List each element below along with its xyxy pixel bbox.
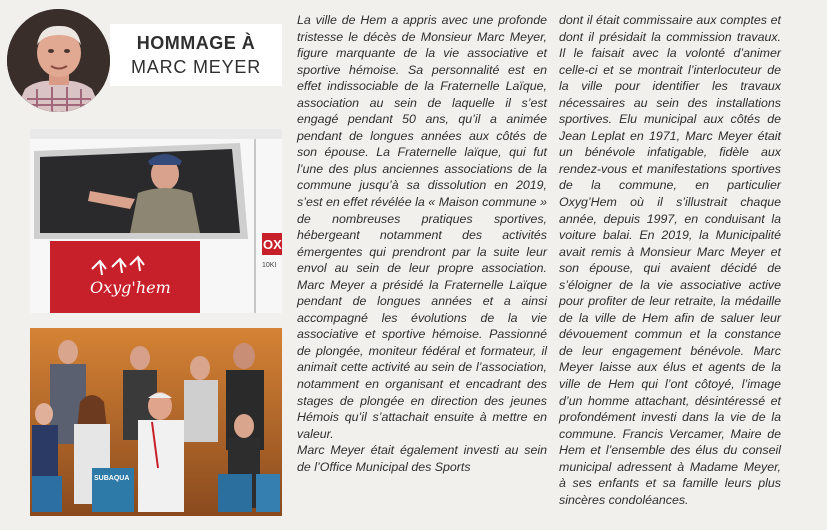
left-column	[0, 0, 292, 530]
portrait-illustration	[7, 9, 110, 112]
title-line-2: MARC MEYER	[130, 56, 261, 77]
article-paragraph: Marc Meyer était également investi au sein de l’Office Municipal des Sports	[297, 443, 547, 474]
car-photo	[30, 129, 282, 313]
poster-text: SUBAQUA	[94, 475, 130, 482]
car-illustration	[30, 129, 282, 313]
article-title	[110, 24, 282, 86]
article-column-1	[297, 12, 547, 475]
portrait-photo	[7, 9, 110, 112]
article-paragraph: La ville de Hem a appris avec une profonde tristesse le décès de Monsieur Marc Meyer, figure marquante de la vie associative et sportive hémoise. Sa personnalité est en effet indissociable de la Fraternelle Laïque, association au sein de laquelle il s’est engagé pendant 50 ans, qu’il a animée pendant de longues années aux côtés de son épouse. La Fraternelle laïque, qui fut l’une des plus anciennes associations de la commune jusqu’à sa dissolution en 2019, s’est en effet révélée la « Maison commune » de nombreuses pratiques sportives, hébergeant notamment des activités émergentes qui prendront par la suite leur envol au sein de leur propre association. Marc Meyer a présidé la Fraternelle Laïque pendant de longues années et a ainsi accompagné les évolutions de la vie associative et sportive hémoise. Passionné de plongée, moniteur fédéral et formateur, il animait cette activité au sein de l’association, notamment en organisant et encadrant des stages de plongée en direction des jeunes Hémois qu’il s’attachait ensuite à mettre en valeur.	[297, 13, 547, 441]
car-side-small: 10KI	[262, 262, 277, 269]
car-logo-text: Oxyg'hem	[90, 278, 171, 297]
group-photo	[30, 328, 282, 516]
article-column-2	[559, 12, 781, 508]
car-side-text: OX	[263, 237, 282, 252]
article-paragraph: dont il était commissaire aux comptes et dont il présidait la commission travaux. Il le faisait avec la volonté d’animer celle-ci et se montrait l’interlocuteur de la ville pour identifier les travaux nécessaires au sein des installations sportives. Elu municipal aux côtés de Jean Leplat en 1971, Marc Meyer était un bénévole infatigable, fidèle aux rendez-vous et manifestations sportives de la commune, en particulier Oxyg’Hem où il s’illustrait chaque année, depuis 1997, en conduisant la voiture balai. En 2019, la Municipalité avait remis à Monsieur Marc Meyer et son épouse, qui avaient décidé de s’éloigner de la vie associative active pour profiter de leur retraite, la médaille de la ville de Hem afin de saluer leur dévouement commun et la constance de leur engagement bénévole. Marc Meyer laisse aux élus et agents de la ville de Hem qui l’ont côtoyé, l’image d’un homme attachant, désintéressé et profondément investi dans la vie de la commune. Francis Vercamer, Maire de Hem et l’ensemble des élus du conseil municipal adressent à Madame Meyer, à ses enfants et sa famille leurs plus sincères condoléances.	[559, 13, 781, 507]
group-illustration	[30, 328, 282, 516]
title-line-1: HOMMAGE À	[136, 32, 256, 53]
